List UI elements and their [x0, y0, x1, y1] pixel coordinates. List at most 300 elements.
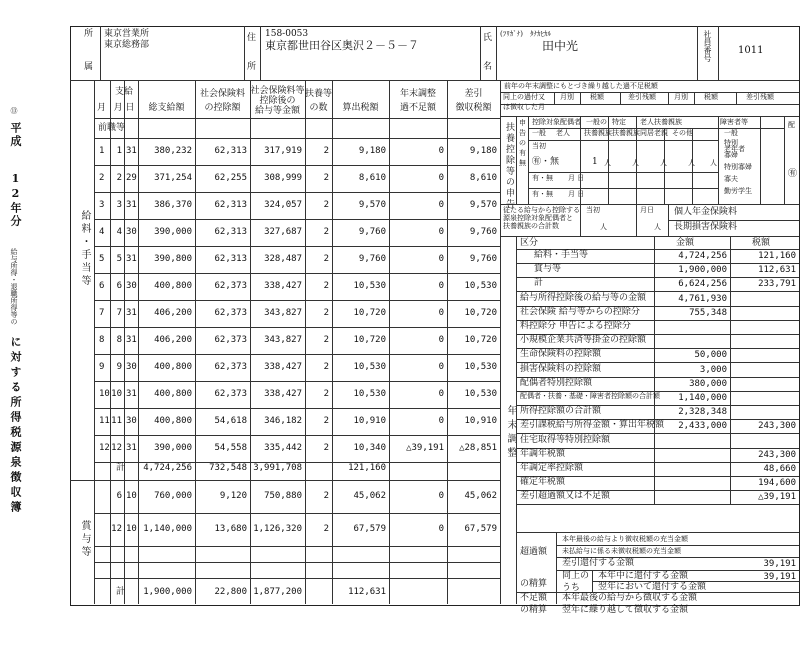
short-label: 不足額 — [520, 593, 548, 603]
th-social-2: の控除額 — [204, 103, 241, 113]
calc-row-label: 賞与等 — [534, 264, 562, 274]
header-office-1: 東京営業所 — [104, 29, 150, 39]
salary-row-total: 386,370 — [154, 200, 192, 210]
salary-row-pay-month: 3 — [116, 200, 122, 210]
calc-row-label: 給料・手当等 — [534, 250, 589, 260]
fuyo-sub-b: 告 — [519, 129, 526, 137]
side-title — [4, 108, 24, 578]
salary-row-total: 400,800 — [154, 281, 192, 291]
salary-row-net: 9,760 — [469, 254, 497, 264]
same-row-1: 本年中に還付する金額 — [598, 571, 689, 581]
salary-row-social: 62,313 — [214, 200, 247, 210]
salary-row-pay-day: 30 — [126, 227, 137, 237]
carryover-col-diff-2: 差引残額 — [746, 93, 774, 101]
bonus-row-total: 760,000 — [154, 491, 192, 501]
bonus-total-after: 1,877,200 — [253, 587, 302, 597]
excess-label: 超過額 — [520, 547, 548, 557]
th-month: 月 — [97, 103, 107, 113]
calc-row-amount: 755,348 — [689, 308, 727, 318]
salary-row-tax: 10,530 — [353, 389, 386, 399]
fuyo-initial: 当初 — [532, 142, 546, 150]
calc-row-label: 差引課税給与所得金額・算出年税額 — [520, 420, 665, 430]
salary-row-fuyo: 2 — [323, 200, 329, 210]
salary-row-month: 6 — [99, 281, 105, 291]
bonus-row-after: 1,126,320 — [253, 524, 302, 534]
fuyo-sub-c: の — [519, 139, 526, 147]
salary-row-pay-day: 29 — [126, 173, 137, 183]
salary-row-divider — [94, 165, 500, 166]
salary-total-after: 3,991,708 — [253, 463, 302, 473]
salary-row-tax: 10,720 — [353, 335, 386, 345]
salary-row-pay-day: 31 — [126, 200, 137, 210]
salary-row-net: 8,610 — [469, 173, 497, 183]
salary-row-social: 62,373 — [214, 362, 247, 372]
carryover-col-tax: 税額 — [590, 93, 604, 101]
salary-row-after: 317,919 — [264, 146, 302, 156]
fuyo-col-disabled: 障害者等 — [720, 118, 748, 126]
calc-row-label: 配偶者特別控除額 — [520, 378, 593, 388]
fuyo-row3-yes-no: 有・無 — [532, 190, 553, 198]
salary-total-social: 732,548 — [209, 463, 247, 473]
fuyo-sub-a: 申 — [519, 119, 526, 127]
fuyo-unit-3: 人 — [660, 159, 667, 167]
calc-row-tax: △39,191 — [758, 492, 796, 502]
salary-row-fuyo: 2 — [323, 362, 329, 372]
short-label-2: の精算 — [520, 605, 548, 615]
salary-row-fuyo: 2 — [323, 146, 329, 156]
salary-row-pay-month: 5 — [116, 254, 122, 264]
pension-label: 個人年金保険料 — [674, 207, 738, 217]
salary-row-total: 380,232 — [154, 146, 192, 156]
side-title-era: 平成 — [9, 122, 22, 148]
salary-row-divider — [94, 192, 500, 193]
th-fuyo-2: の数 — [309, 103, 328, 113]
excess-row-2: 未払給与に係る未徴収税額の充当金額 — [562, 547, 681, 555]
calc-row-amount: 50,000 — [694, 350, 727, 360]
salary-row-total: 406,200 — [154, 335, 192, 345]
salary-row-total: 400,800 — [154, 362, 192, 372]
fuyo-elderly: 老年者 — [724, 145, 745, 153]
calc-row-label: 所得控除額の合計額 — [520, 406, 602, 416]
prev-dep-date: 月日 — [640, 206, 654, 214]
salary-row-social: 62,373 — [214, 281, 247, 291]
fuyo-unit-4: 人 — [688, 159, 695, 167]
side-title-year: 12年分 — [9, 172, 22, 228]
salary-row-divider — [94, 246, 500, 247]
salary-row-social: 54,618 — [214, 416, 247, 426]
header-address: 東京都世田谷区奥沢２－５－７ — [265, 39, 419, 52]
salary-total-tax: 121,160 — [348, 463, 386, 473]
bonus-row-month: 6 — [116, 491, 122, 501]
bonus-total-social: 22,800 — [214, 587, 247, 597]
bonus-row-day: 10 — [126, 491, 137, 501]
calc-row-label: 差引超過額又は不足額 — [520, 491, 611, 501]
calc-row-label: 給与所得控除後の給与等の金額 — [520, 293, 647, 303]
salary-total-label: 計 — [116, 463, 126, 473]
salary-row-month: 2 — [99, 173, 105, 183]
bonus-row-fuyo: 2 — [323, 491, 329, 501]
prev-employment-label: 前職等 — [98, 123, 126, 133]
bonus-row-net: 67,579 — [464, 524, 497, 534]
salary-row-adjust: 0 — [438, 416, 444, 426]
fuyo-col-general: 一般の — [586, 118, 607, 126]
th-yearend-1: 年末調整 — [399, 89, 436, 99]
carryover-col-month-2: 月別 — [674, 93, 688, 101]
short-row-2: 翌年に繰り越して徴収する金額 — [562, 605, 689, 615]
salary-row-pay-month: 1 — [116, 146, 122, 156]
calc-row-amount: 4,761,930 — [678, 294, 727, 304]
fuyo-sub-d: 有 — [519, 149, 526, 157]
calc-row-tax: 233,791 — [758, 279, 796, 289]
salary-row-total: 406,200 — [154, 308, 192, 318]
th-after-1: 社会保険料等 — [250, 86, 305, 96]
fuyo-unit-5: 人 — [710, 159, 717, 167]
calc-row-amount: 1,900,000 — [678, 265, 727, 275]
fuyo-sub-cohabit: 同居老親 — [640, 129, 668, 137]
header-empno-label: 社員番号 — [703, 30, 712, 62]
calc-row-divider — [516, 504, 799, 505]
short-row-1: 本年最後の給与から徴収する金額 — [562, 593, 698, 603]
fuyo-sub-e: 無 — [519, 159, 526, 167]
salary-row-tax: 10,720 — [353, 308, 386, 318]
fuyo-unit-2: 人 — [632, 159, 639, 167]
fuyo-widower: 寡夫 — [724, 175, 738, 183]
salary-row-fuyo: 2 — [323, 254, 329, 264]
bonus-row-total: 1,140,000 — [143, 524, 192, 534]
salary-row-tax: 9,570 — [358, 200, 386, 210]
salary-row-net: 9,180 — [469, 146, 497, 156]
calc-row-divider — [516, 433, 799, 434]
bonus-row-divider — [94, 546, 500, 547]
header-office-label-1: 所 — [84, 29, 94, 39]
fuyo-row3-date: 月 日 — [568, 190, 585, 198]
salary-row-month: 10 — [99, 389, 110, 399]
salary-row-pay-month: 2 — [116, 173, 122, 183]
fuyo-sub-general: 一般 — [532, 129, 546, 137]
calc-row-label: 生命保険料の控除額 — [520, 349, 602, 359]
header-name-label-2: 名 — [483, 62, 493, 72]
salary-row-tax: 10,340 — [353, 443, 386, 453]
salary-row-divider — [94, 219, 500, 220]
prev-dep-unit-2: 人 — [654, 223, 661, 231]
same-refund-tax: 39,191 — [763, 572, 796, 582]
salary-row-pay-month: 9 — [116, 362, 122, 372]
salary-row-fuyo: 2 — [323, 443, 329, 453]
salary-row-after: 308,999 — [264, 173, 302, 183]
salary-row-after: 338,427 — [264, 281, 302, 291]
calc-head-amount: 金額 — [676, 238, 695, 248]
bonus-row-adjust: 0 — [438, 491, 444, 501]
salary-row-adjust: 0 — [438, 227, 444, 237]
th-after-3: 給与等金額 — [254, 106, 300, 116]
calc-row-tax: 121,160 — [758, 251, 796, 261]
header-zip: 158-0053 — [265, 29, 309, 39]
calc-row-label: 年調年税額 — [520, 449, 566, 459]
salary-row-after: 335,442 — [264, 443, 302, 453]
salary-row-pay-day: 31 — [126, 389, 137, 399]
yearend-label: 年末調整 — [505, 405, 516, 461]
salary-row-adjust: 0 — [438, 254, 444, 264]
salary-row-adjust: 0 — [438, 362, 444, 372]
fuyo-right-yes-no: ㊒ — [788, 169, 798, 179]
salary-row-after: 328,487 — [264, 254, 302, 264]
salary-row-month: 1 — [99, 146, 105, 156]
prev-dep-label-2: 源泉控除対象配偶者と — [503, 214, 573, 222]
bonus-row-net: 45,062 — [464, 491, 497, 501]
fuyo-sub-special: 特別 — [724, 139, 738, 147]
calc-row-tax: 48,660 — [763, 464, 796, 474]
salary-row-fuyo: 2 — [323, 308, 329, 318]
salary-row-total: 390,000 — [154, 227, 192, 237]
salary-row-total: 400,800 — [154, 416, 192, 426]
fuyo-sub-dep-1: 扶養親族 — [584, 129, 612, 137]
prev-dep-unit: 人 — [600, 223, 607, 231]
salary-row-net: 10,530 — [464, 362, 497, 372]
carryover-title: 前年の年末調整にもとづき繰り越した過不足税額 — [504, 82, 658, 90]
salary-row-fuyo: 2 — [323, 335, 329, 345]
salary-row-pay-day: 31 — [126, 254, 137, 264]
fuyo-row2-date: 月 日 — [568, 174, 585, 182]
calc-row-tax: 194,600 — [758, 478, 796, 488]
salary-row-pay-day: 31 — [126, 146, 137, 156]
bonus-row-tax: 45,062 — [353, 491, 386, 501]
salary-row-adjust: 0 — [438, 308, 444, 318]
bonus-row-tax: 67,579 — [353, 524, 386, 534]
fuyo-col-spouse-right: 配 — [788, 121, 795, 129]
salary-row-fuyo: 2 — [323, 416, 329, 426]
salary-row-total: 371,254 — [154, 173, 192, 183]
salary-row-net: 10,530 — [464, 281, 497, 291]
salary-row-after: 324,057 — [264, 200, 302, 210]
side-title-main: に対する所得税源泉徴収簿 — [9, 336, 22, 516]
salary-row-net: 10,530 — [464, 389, 497, 399]
header-addr-label-1: 住 — [247, 33, 257, 43]
fuyo-student: 勤労学生 — [724, 187, 752, 195]
salary-section-label: 給料・手当等 — [79, 210, 90, 288]
th-shikyu-1: 支給 — [114, 87, 133, 97]
header-addr-label-2: 所 — [247, 62, 257, 72]
carryover-col-month: 月別 — [560, 93, 574, 101]
th-total: 総支給額 — [148, 103, 185, 113]
salary-row-net: △28,851 — [459, 443, 497, 453]
calc-row-label: 確定年税額 — [520, 477, 566, 487]
excess-row-1: 本年最後の給与より徴収税額の充当金額 — [562, 535, 688, 543]
salary-row-pay-month: 4 — [116, 227, 122, 237]
calc-row-divider — [516, 362, 799, 363]
fuyo-row2-yes-no: 有・無 — [532, 174, 553, 182]
salary-total-amount: 4,724,256 — [143, 463, 192, 473]
calc-row-amount: 1,140,000 — [678, 393, 727, 403]
salary-row-adjust: 0 — [438, 173, 444, 183]
th-net-2: 徴収税額 — [455, 103, 492, 113]
salary-row-pay-day: 30 — [126, 281, 137, 291]
salary-row-net: 9,760 — [469, 227, 497, 237]
calc-row-label: 配偶者・扶養・基礎・障害者控除額の合計額 — [520, 392, 660, 400]
salary-row-fuyo: 2 — [323, 227, 329, 237]
excess-row-3: 差引還付する金額 — [562, 558, 635, 568]
salary-row-month: 4 — [99, 227, 105, 237]
fuyo-sub-other: その他 — [672, 129, 693, 137]
salary-row-fuyo: 2 — [323, 389, 329, 399]
calc-row-label: 社会保険 給与等からの控除分 — [520, 307, 640, 317]
calc-row-amount: 3,000 — [699, 365, 727, 375]
calc-row-amount: 2,433,000 — [678, 421, 727, 431]
bonus-row-social: 13,680 — [214, 524, 247, 534]
salary-row-adjust: 0 — [438, 389, 444, 399]
header-furigana: (ﾌﾘｶﾞﾅ) ﾀﾅｶﾋｶﾙ — [500, 30, 551, 38]
salary-row-total: 400,800 — [154, 389, 192, 399]
side-title-era-sub: ⑬ — [10, 107, 18, 115]
salary-row-social: 62,313 — [214, 146, 247, 156]
same-label-1: 同上の — [562, 571, 590, 581]
salary-row-after: 343,827 — [264, 308, 302, 318]
salary-row-pay-day: 30 — [126, 362, 137, 372]
salary-row-social: 62,313 — [214, 254, 247, 264]
header-office-label-2: 属 — [84, 62, 94, 72]
fuyo-sub-ippan: 一般 — [724, 129, 738, 137]
bonus-total-amount: 1,900,000 — [143, 587, 192, 597]
salary-row-pay-month: 10 — [111, 389, 122, 399]
fuyo-spouse-yes-no: ㊒・無 — [532, 157, 560, 167]
salary-row-month: 9 — [99, 362, 105, 372]
salary-row-tax: 9,760 — [358, 254, 386, 264]
header-empno: 1011 — [738, 45, 764, 56]
salary-row-divider — [94, 408, 500, 409]
bonus-row-divider — [94, 513, 500, 514]
fuyo-special-widow: 特別寡婦 — [724, 163, 752, 171]
side-title-sub: 給与所得・退職所得等の — [10, 248, 18, 325]
salary-row-net: 10,910 — [464, 416, 497, 426]
fuyo-col-elder: 老人扶養親族 — [640, 118, 682, 126]
prev-dep-initial: 当初 — [586, 206, 600, 214]
calc-row-amount: 4,724,256 — [678, 251, 727, 261]
bonus-row-adjust: 0 — [438, 524, 444, 534]
prev-dep-label-3: 扶養親族の合計数 — [503, 222, 559, 230]
calc-head-kubun: 区分 — [520, 238, 539, 248]
salary-row-adjust: 0 — [438, 335, 444, 345]
bonus-row-day: 10 — [126, 524, 137, 534]
salary-row-total: 390,000 — [154, 443, 192, 453]
calc-row-label: 計 — [534, 278, 544, 288]
salary-row-tax: 10,530 — [353, 362, 386, 372]
salary-row-after: 346,182 — [264, 416, 302, 426]
fuyo-sub-elder: 老人 — [556, 129, 570, 137]
salary-row-social: 62,313 — [214, 227, 247, 237]
calc-row-label: 住宅取得等特別控除額 — [520, 435, 611, 445]
same-label-2: うち — [562, 583, 581, 593]
salary-row-adjust: 0 — [438, 200, 444, 210]
salary-row-divider — [94, 327, 500, 328]
salary-row-tax: 9,180 — [358, 146, 386, 156]
bonus-total-label: 計 — [116, 587, 126, 597]
salary-row-adjust: 0 — [438, 281, 444, 291]
salary-row-social: 62,373 — [214, 308, 247, 318]
salary-row-tax: 8,610 — [358, 173, 386, 183]
salary-row-after: 343,827 — [264, 335, 302, 345]
th-tax: 算出税額 — [342, 103, 379, 113]
calc-row-tax: 112,631 — [758, 265, 796, 275]
bonus-row-month: 12 — [111, 524, 122, 534]
calc-row-label: 年調定率控除額 — [520, 463, 584, 473]
salary-row-pay-day: 30 — [126, 416, 137, 426]
carryover-row-label-2: は徴収した月 — [503, 103, 545, 111]
salary-row-adjust: 0 — [438, 146, 444, 156]
carryover-row-label-1: 同上の過付又 — [503, 93, 545, 101]
header-divider — [70, 80, 799, 81]
fuyo-col-spouse: 控除対象配偶者 — [532, 118, 581, 126]
salary-row-after: 338,427 — [264, 389, 302, 399]
salary-row-social: 62,255 — [214, 173, 247, 183]
fuyo-sub-dep-2: 扶養親族 — [612, 129, 640, 137]
prev-dep-label-1: 従たる給与から控除する — [503, 206, 580, 214]
salary-row-pay-month: 8 — [116, 335, 122, 345]
salary-row-pay-month: 6 — [116, 281, 122, 291]
salary-row-divider — [94, 300, 500, 301]
calc-row-label: 小規模企業共済等掛金の控除額 — [520, 335, 647, 345]
header-name-label-1: 氏 — [483, 33, 493, 43]
calc-row-amount: 6,624,256 — [678, 279, 727, 289]
th-fuyo-1: 扶養等 — [305, 89, 333, 99]
salary-row-pay-day: 31 — [126, 443, 137, 453]
calc-row-divider — [516, 277, 799, 278]
calc-row-divider — [516, 291, 799, 292]
calc-row-tax: 243,300 — [758, 450, 796, 460]
salary-row-fuyo: 2 — [323, 173, 329, 183]
salary-row-month: 5 — [99, 254, 105, 264]
salary-row-pay-month: 7 — [116, 308, 122, 318]
header-office-2: 東京総務部 — [104, 40, 150, 50]
header-name: 田中光 — [542, 39, 579, 53]
bonus-row-fuyo: 2 — [323, 524, 329, 534]
salary-row-after: 338,427 — [264, 362, 302, 372]
longterm-label: 長期損害保険料 — [674, 222, 738, 232]
salary-row-divider — [94, 381, 500, 382]
calc-row-tax: 243,300 — [758, 421, 796, 431]
bonus-row-after: 750,880 — [264, 491, 302, 501]
calc-row-label: 料控除分 申告による控除分 — [520, 321, 631, 331]
th-after-2: 控除後の — [259, 96, 296, 106]
salary-row-tax: 9,760 — [358, 227, 386, 237]
salary-row-social: 62,373 — [214, 389, 247, 399]
salary-row-divider — [94, 435, 500, 436]
salary-row-social: 62,373 — [214, 335, 247, 345]
salary-row-divider — [94, 354, 500, 355]
fuyo-declaration-label: 扶養控除等の申告 — [504, 122, 514, 210]
salary-row-month: 12 — [99, 443, 110, 453]
salary-row-net: 9,570 — [469, 200, 497, 210]
salary-row-fuyo: 2 — [323, 281, 329, 291]
salary-row-after: 327,687 — [264, 227, 302, 237]
salary-row-month: 7 — [99, 308, 105, 318]
calc-row-amount: 2,328,348 — [678, 407, 727, 417]
salary-row-net: 10,720 — [464, 308, 497, 318]
salary-row-total: 390,800 — [154, 254, 192, 264]
same-row-2: 翌年において還付する金額 — [598, 582, 707, 592]
th-net-1: 差引 — [464, 89, 483, 99]
carryover-col-diff: 差引残額 — [628, 93, 656, 101]
salary-row-net: 10,720 — [464, 335, 497, 345]
fuyo-unit-1: 人 — [604, 159, 611, 167]
salary-row-month: 3 — [99, 200, 105, 210]
salary-row-month: 8 — [99, 335, 105, 345]
salary-row-adjust: △39,191 — [406, 443, 444, 453]
salary-row-month: 11 — [99, 416, 110, 426]
fuyo-widow: 寡婦 — [724, 151, 738, 159]
th-social-1: 社会保険料 — [199, 89, 245, 99]
calc-head-tax: 税額 — [752, 238, 771, 248]
calc-row-amount: 380,000 — [689, 379, 727, 389]
fuyo-general-count: 1 — [592, 157, 598, 167]
